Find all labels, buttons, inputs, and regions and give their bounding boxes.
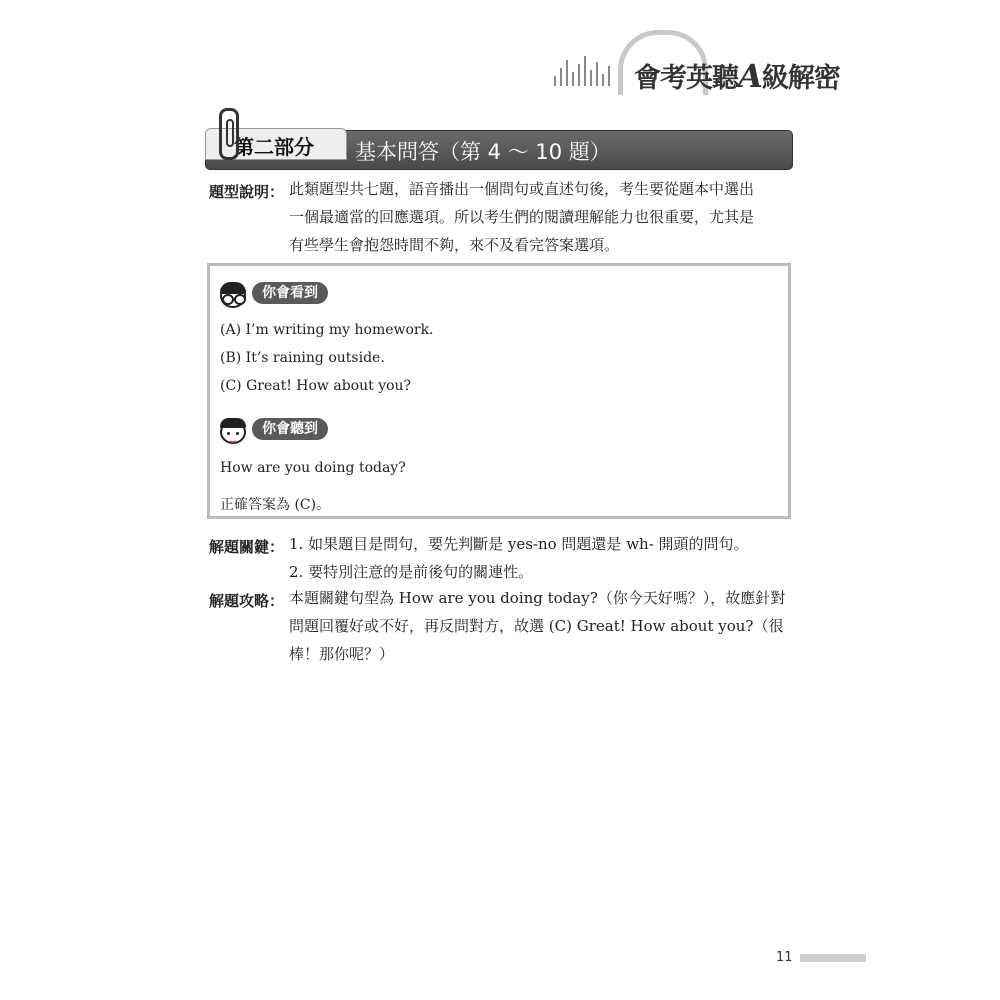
option-a: (A) I’m writing my homework. [220, 322, 434, 338]
page-number-bar [800, 954, 866, 962]
description-line: 一個最適當的回應選項。所以考生們的閱讀理解能力也很重要，尤其是 [289, 208, 755, 226]
strategy-line: 棒！那你呢？） [289, 645, 395, 663]
girl-face-icon [218, 416, 248, 444]
logo-text-c: A [738, 57, 762, 95]
question-text: How are you doing today? [220, 460, 406, 476]
logo-text-d: 級解密 [761, 63, 840, 94]
page-number: 11 [776, 950, 793, 965]
option-b: (B) It’s raining outside. [220, 350, 385, 366]
answer-text: 正確答案為 (C)。 [220, 497, 331, 513]
header-logo [548, 30, 838, 100]
example-box [207, 263, 791, 519]
boy-glasses-icon [218, 280, 248, 308]
description-label: 題型說明： [209, 183, 285, 201]
option-c: (C) Great! How about you? [220, 378, 412, 394]
description-line: 此類題型共七題，語音播出一個問句或直述句後，考生要從題本中選出 [289, 180, 755, 198]
section-banner [205, 128, 793, 172]
key-text [289, 530, 749, 586]
strategy-text [289, 584, 785, 668]
key-line: 2. 要特別注意的是前後句的關連性。 [289, 563, 534, 581]
hear-label: 你會聽到 [252, 418, 328, 440]
strategy-line: 本題關鍵句型為 How are you doing today?（你今天好嗎？），故應針對 [289, 589, 786, 607]
logo-text-b: 英聽 [686, 63, 738, 94]
logo-text-a: 會考 [634, 63, 686, 94]
strategy-line: 問題回覆好或不好，再反問對方，故選 (C) Great! How about you?（很 [289, 617, 784, 635]
paperclip-icon [219, 108, 239, 160]
strategy-label: 解題攻略： [209, 592, 285, 610]
key-line: 1. 如果題目是問句，要先判斷是 yes-no 問題還是 wh- 開頭的問句。 [289, 535, 749, 553]
see-label: 你會看到 [252, 282, 328, 304]
description-text [289, 175, 754, 259]
section-title: 基本問答（第 4 ～ 10 題） [355, 140, 611, 164]
description-line: 有些學生會抱怨時間不夠，來不及看完答案選項。 [289, 236, 620, 254]
key-label: 解題關鍵： [209, 538, 285, 556]
section-tab-label: 第二部分 [234, 135, 314, 159]
